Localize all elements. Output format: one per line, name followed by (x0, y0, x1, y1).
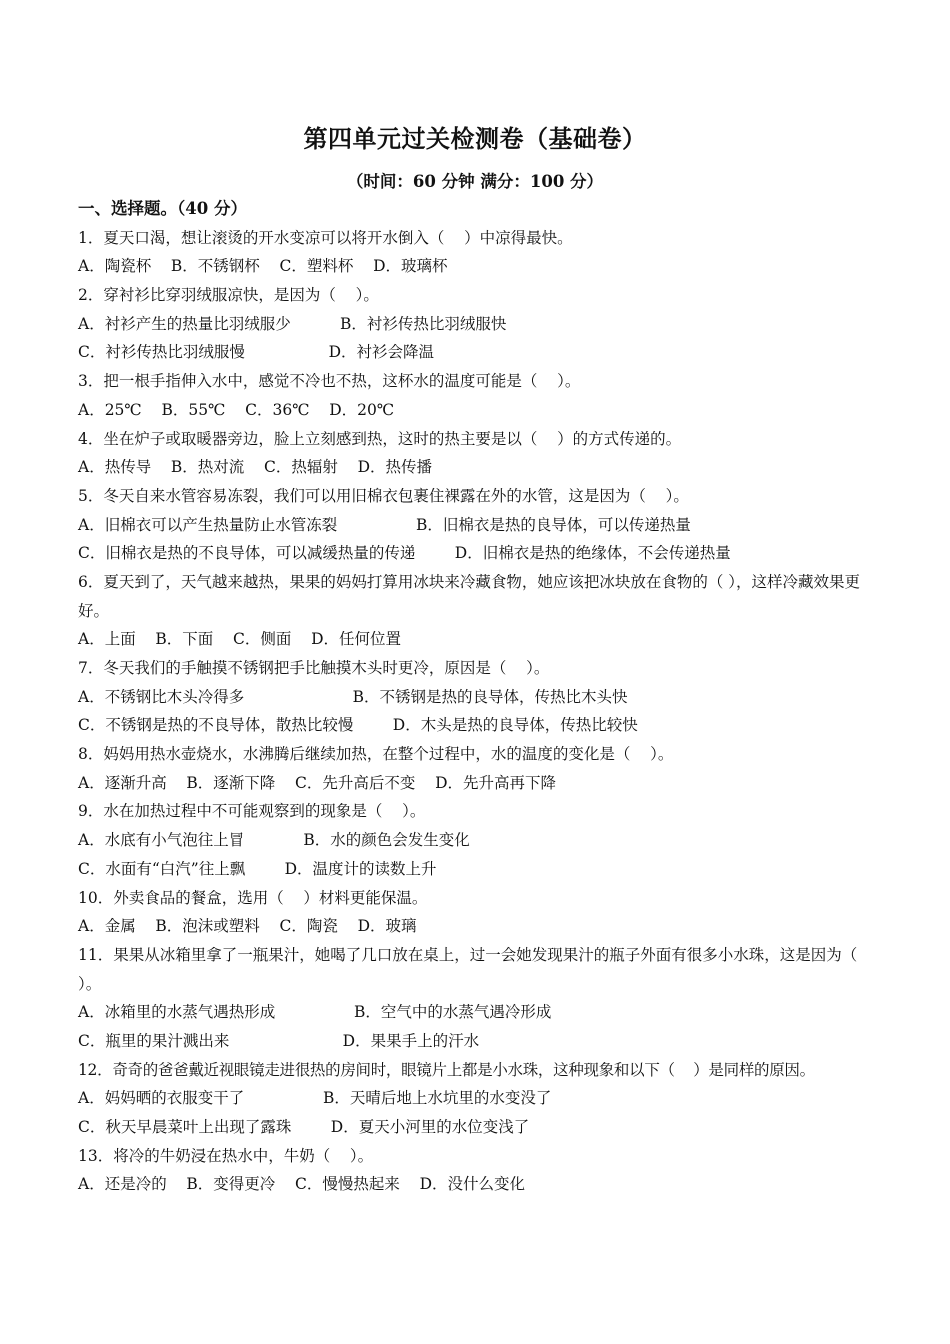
question-stem: 8．妈妈用热水壶烧水，水沸腾后继续加热，在整个过程中，水的温度的变化是（ ）。 (78, 745, 674, 764)
page-title: 第四单元过关检测卷（基础卷） (303, 124, 647, 153)
question-options: C．旧棉衣是热的不良导体，可以减缓热量的传递 D．旧棉衣是热的绝缘体，不会传递热量 (78, 544, 731, 563)
question-options: A．水底有小气泡往上冒 B．水的颜色会发生变化 (78, 831, 470, 850)
question-stem: 12．奇奇的爸爸戴近视眼镜走进很热的房间时，眼镜片上都是小水珠，这种现象和以下（ ）是同样的原因。 (78, 1060, 815, 1079)
question-stem: 7．冬天我们的手触摸不锈钢把手比触摸木头时更冷，原因是（ ）。 (78, 659, 550, 678)
question-options: A．金属 B．泡沫或塑料 C．陶瓷 D．玻璃 (78, 917, 417, 936)
question-options: A．不锈钢比木头冷得多 B．不锈钢是热的良导体，传热比木头快 (78, 687, 628, 706)
section-heading: 一、选择题。（40 分） (78, 199, 247, 218)
question-stem: 11．果果从冰箱里拿了一瓶果汁，她喝了几口放在桌上，过一会她发现果汁的瓶子外面有很多小水珠，这是因为（ ）。 (78, 945, 858, 993)
question-options: C．衬衫传热比羽绒服慢 D．衬衫会降温 (78, 343, 435, 362)
question-options: A．陶瓷杯 B．不锈钢杯 C．塑料杯 D．玻璃杯 (78, 257, 448, 276)
question-stem: 9．水在加热过程中不可能观察到的现象是（ ）。 (78, 802, 426, 821)
question-options: A．冰箱里的水蒸气遇热形成 B．空气中的水蒸气遇冷形成 (78, 1003, 552, 1022)
question-options: A．25℃ B．55℃ C．36℃ D．20℃ (78, 400, 395, 419)
question-stem: 4．坐在炉子或取暖器旁边，脸上立刻感到热，这时的热主要是以（ ）的方式传递的。 (78, 429, 682, 448)
question-options: C．水面有“白汽”往上飘 D．温度计的读数上升 (78, 859, 437, 878)
question-options: A．衬衫产生的热量比羽绒服少 B．衬衫传热比羽绒服快 (78, 314, 507, 333)
question-options: A．妈妈晒的衣服变干了 B．天晴后地上水坑里的水变没了 (78, 1089, 552, 1108)
question-stem: 5．冬天自来水管容易冻裂，我们可以用旧棉衣包裹住裸露在外的水管，这是因为（ ）。 (78, 486, 689, 505)
question-options: A．旧棉衣可以产生热量防止水管冻裂 B．旧棉衣是热的良导体，可以传递热量 (78, 515, 691, 534)
question-list (78, 195, 878, 1199)
question-stem: 13．将冷的牛奶浸在热水中，牛奶（ ）。 (78, 1146, 374, 1165)
question-options: C．秋天早晨菜叶上出现了露珠 D．夏天小河里的水位变浅了 (78, 1118, 530, 1137)
question-options: A．热传导 B．热对流 C．热辐射 D．热传播 (78, 458, 432, 477)
question-stem: 10．外卖食品的餐盒，选用（ ）材料更能保温。 (78, 888, 428, 907)
question-stem: 3．把一根手指伸入水中，感觉不冷也不热，这杯水的温度可能是（ ）。 (78, 372, 581, 391)
question-options: A．还是冷的 B．变得更冷 C．慢慢热起来 D．没什么变化 (78, 1175, 525, 1194)
question-options: C．不锈钢是热的不良导体，散热比较慢 D．木头是热的良导体，传热比较快 (78, 716, 638, 735)
question-stem: 2．穿衬衫比穿羽绒服凉快，是因为（ ）。 (78, 286, 379, 305)
question-options: C．瓶里的果汁溅出来 D．果果手上的汗水 (78, 1032, 480, 1050)
exam-info: （时间：60 分钟 满分：100 分） (346, 172, 604, 191)
question-stem: 1．夏天口渴，想让滚烫的开水变凉可以将开水倒入（ ）中凉得最快。 (78, 228, 573, 247)
question-stem: 6．夏天到了，天气越来越热，果果的妈妈打算用冰块来冷藏食物，她应该把冰块放在食物的（ ），这样冷藏效果更好。 (78, 572, 861, 620)
question-options: A．上面 B．下面 C．侧面 D．任何位置 (78, 630, 401, 649)
question-options: A．逐渐升高 B．逐渐下降 C．先升高后不变 D．先升高再下降 (78, 773, 556, 792)
